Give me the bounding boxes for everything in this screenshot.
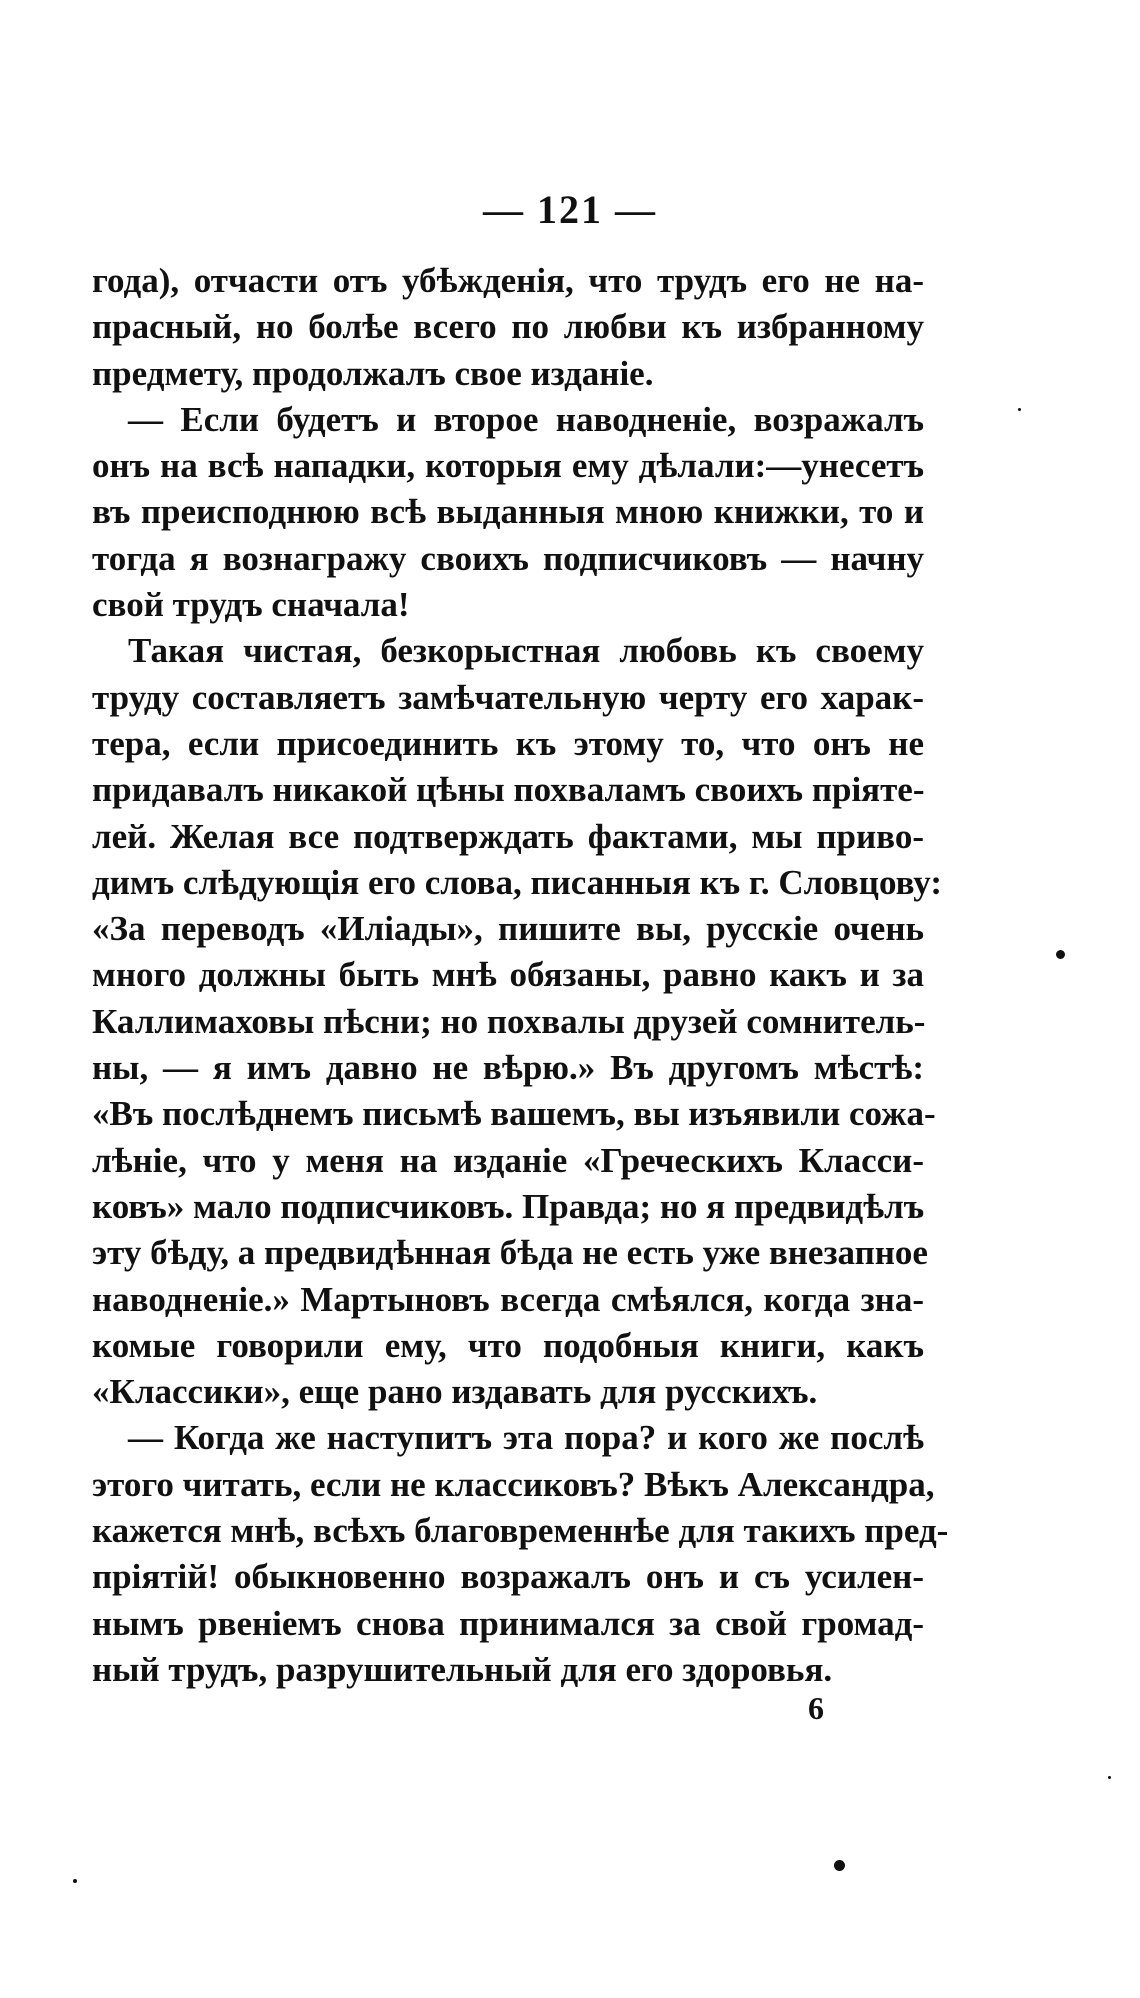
text-line: ковъ» мало подписчиковъ. Правда; но я предвидѣлъ	[92, 1186, 925, 1226]
text-line: эту бѣду, а предвидѣнная бѣда не есть уже внезапное	[92, 1233, 928, 1273]
text-line: «Въ послѣднемъ письмѣ вашемъ, вы изъявили сожа-	[92, 1094, 936, 1134]
text-line: онъ на всѣ нападки, которыя ему дѣлали:—унесетъ	[92, 446, 924, 486]
paragraph	[92, 397, 924, 628]
text-line: въ преисподнюю всѣ выданныя мною книжки, то и	[92, 492, 924, 532]
text-line: — Когда же наступитъ эта пора? и кого же послѣ	[128, 1418, 924, 1458]
text-line: года), отчасти отъ убѣжденія, что трудъ его не на-	[92, 261, 924, 300]
text-line: лѣніе, что у меня на изданіе «Греческихъ Класси-	[92, 1140, 924, 1180]
text-line: ный трудъ, разрушительный для его здоровья.	[92, 1649, 833, 1689]
ink-speck	[1056, 950, 1065, 959]
ink-speck	[1108, 1776, 1111, 1779]
text-line: «За переводъ «Иліады», пишите вы, русскіе очень	[92, 909, 924, 949]
text-line: ны, — я имъ давно не вѣрю.» Въ другомъ мѣстѣ:	[92, 1048, 924, 1088]
text-line: наводненіе.» Мартыновъ всегда смѣялся, когда зна-	[92, 1279, 924, 1319]
ink-speck	[834, 1860, 845, 1871]
signature-mark: 6	[808, 1690, 824, 1726]
text-line: много должны быть мнѣ обязаны, равно какъ и за	[92, 955, 924, 995]
ink-speck	[1018, 408, 1021, 411]
ink-speck	[73, 1879, 77, 1883]
text-line: предмету, продолжалъ свое изданіе.	[92, 353, 654, 393]
text-line: «Классики», еще рано издавать для русскихъ.	[92, 1372, 818, 1412]
text-line: придавалъ никакой цѣны похваламъ своихъ пріяте-	[92, 770, 925, 810]
text-line: пріятій! обыкновенно возражалъ онъ и съ усилен-	[92, 1557, 924, 1597]
text-line: этого читать, если не классиковъ? Вѣкъ Александра,	[92, 1464, 935, 1504]
text-line: лей. Желая все подтверждать фактами, мы приво-	[92, 816, 924, 856]
text-line: кажется мнѣ, всѣхъ благовременнѣе для такихъ пред-	[92, 1511, 949, 1551]
page-number-header: — 121 —	[483, 187, 657, 232]
paragraph	[92, 628, 942, 1415]
text-line: димъ слѣдующія его слова, писанныя къ г. Словцову:	[92, 862, 942, 902]
text-line: Такая чистая, безкорыстная любовь къ своему	[128, 631, 924, 671]
text-line: свой трудъ сначала!	[92, 585, 410, 625]
text-line: труду составляетъ замѣчательную черту его харак-	[92, 677, 924, 717]
paragraph	[92, 1415, 949, 1693]
text-line: нымъ рвеніемъ снова принимался за свой громад-	[92, 1603, 924, 1643]
text-line: прасный, но болѣе всего по любви къ избранному	[92, 307, 924, 347]
text-line: тогда я вознагражу своихъ подписчиковъ — начну	[92, 538, 924, 578]
text-line: комые говорили ему, что подобныя книги, какъ	[92, 1325, 924, 1365]
text-line: — Если будетъ и второе наводненіе, возражалъ	[128, 399, 924, 439]
body-text	[92, 258, 949, 1693]
text-line: Каллимаховы пѣсни; но похвалы друзей сомнитель-	[92, 1001, 926, 1041]
paragraph	[92, 258, 924, 397]
text-line: тера, если присоединить къ этому то, что онъ не	[92, 723, 924, 763]
